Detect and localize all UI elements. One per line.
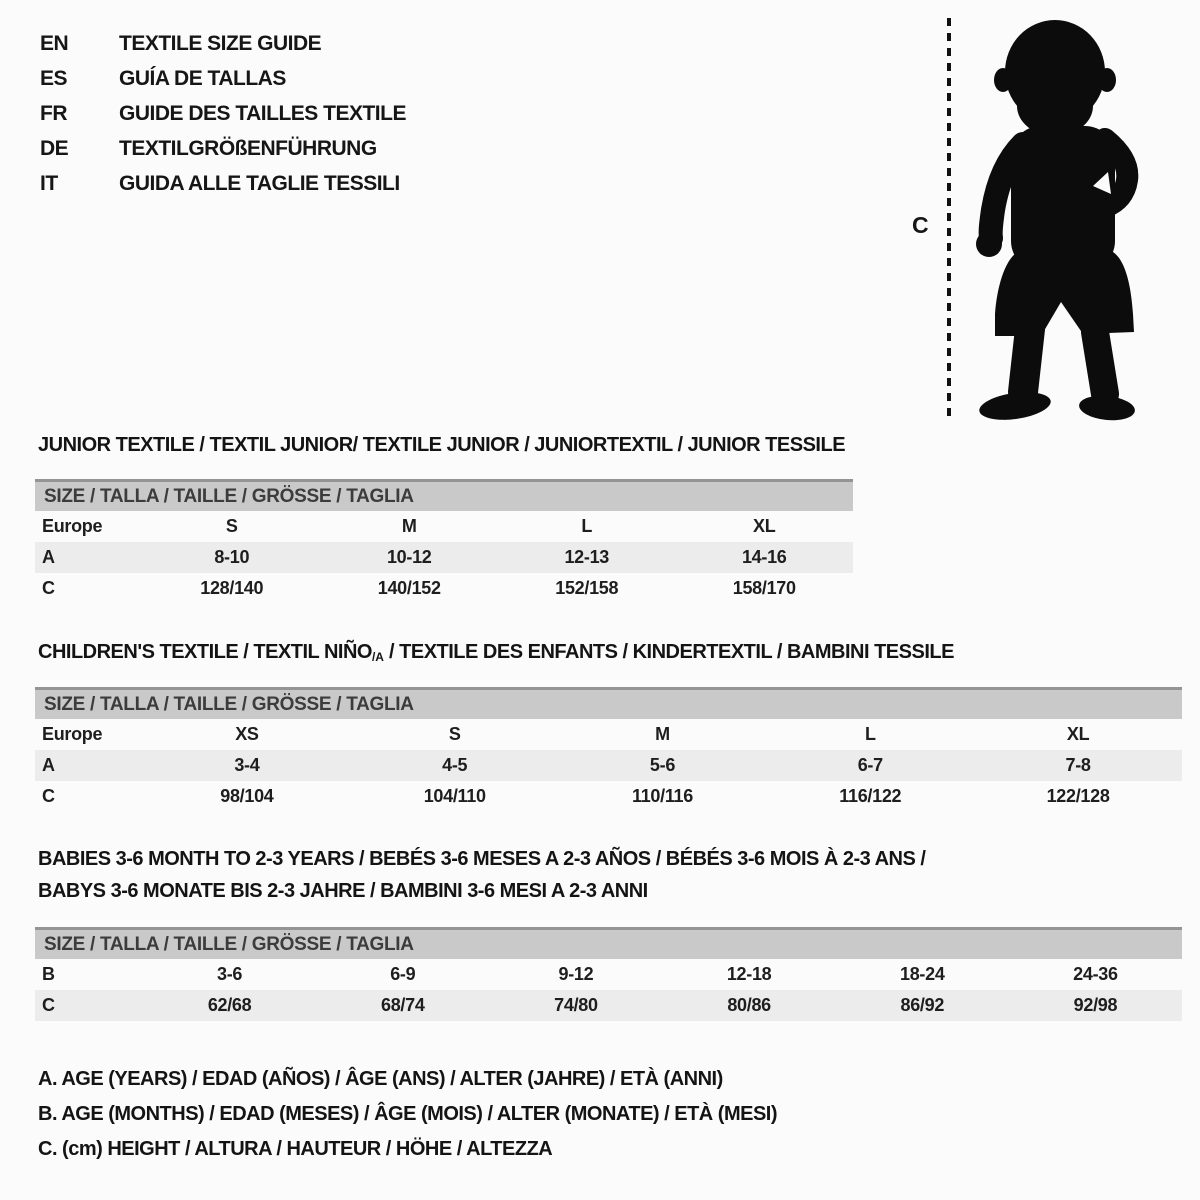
value-cell: 3-6 — [217, 964, 243, 984]
language-title: GUIDA ALLE TAGLIE TESSILI — [119, 171, 400, 195]
value-cell: 98/104 — [220, 786, 274, 806]
junior-header-row — [35, 511, 853, 542]
value-cell: 86/92 — [900, 995, 945, 1015]
size-cell: L — [864, 724, 876, 744]
value-cell: 110/116 — [632, 786, 693, 806]
language-title: TEXTILE SIZE GUIDE — [119, 31, 322, 55]
baby-silhouette-shape — [976, 20, 1136, 424]
value-cell: 62/68 — [207, 995, 252, 1015]
row-label: Europe — [42, 516, 103, 536]
language-code: DE — [40, 136, 69, 160]
language-code: EN — [40, 31, 69, 55]
row-label: C — [42, 995, 55, 1015]
value-cell: 14-16 — [741, 547, 787, 567]
value-cell: 68/74 — [380, 995, 425, 1015]
value-cell: 5-6 — [649, 755, 676, 775]
babies-heading-line1: BABIES 3-6 MONTH TO 2-3 YEARS / BEBÉS 3-6 MESES A 2-3 AÑOS / BÉBÉS 3-6 MOIS À 2-3 ANS / — [38, 848, 926, 870]
size-header-bar: SIZE / TALLA / TAILLE / GRÖSSE / TAGLIA — [35, 687, 1182, 719]
size-header-bar: SIZE / TALLA / TAILLE / GRÖSSE / TAGLIA — [35, 927, 1182, 959]
value-cell: 4-5 — [442, 755, 468, 775]
value-cell: 12-13 — [564, 547, 610, 567]
junior-section-heading: JUNIOR TEXTILE / TEXTIL JUNIOR/ TEXTILE JUNIOR / JUNIORTEXTIL / JUNIOR TESSILE — [38, 434, 846, 456]
language-title: TEXTILGRÖßENFÜHRUNG — [119, 136, 377, 160]
row-label: A — [42, 755, 55, 775]
size-cell: M — [401, 516, 417, 536]
size-cell: S — [225, 516, 238, 536]
babies-size-table — [35, 927, 1182, 1021]
language-code: IT — [40, 171, 58, 195]
value-cell: 116/122 — [839, 786, 902, 806]
size-cell: L — [581, 516, 593, 536]
value-cell: 122/128 — [1046, 786, 1110, 806]
babies-heading-line2: BABYS 3-6 MONATE BIS 2-3 JAHRE / BAMBINI 3-6 MESI A 2-3 ANNI — [38, 880, 648, 902]
size-cell: XS — [235, 724, 259, 744]
value-cell: 6-7 — [857, 755, 883, 775]
value-cell: 7-8 — [1065, 755, 1091, 775]
children-section-heading — [38, 641, 954, 664]
babies-height-row — [35, 990, 1182, 1021]
babies-section-heading — [38, 843, 925, 907]
value-cell: 152/158 — [555, 578, 619, 598]
size-cell: M — [655, 724, 670, 744]
value-cell: 74/80 — [554, 995, 598, 1015]
language-title: GUÍA DE TALLAS — [119, 66, 286, 90]
language-row — [40, 61, 406, 96]
children-header-row — [35, 719, 1182, 750]
legend — [38, 1062, 777, 1167]
value-cell: 6-9 — [390, 964, 416, 984]
language-code: ES — [40, 66, 68, 90]
value-cell: 18-24 — [900, 964, 945, 984]
value-cell: 80/86 — [727, 995, 771, 1015]
language-row — [40, 131, 406, 166]
legend-line-a: A. AGE (YEARS) / EDAD (AÑOS) / ÂGE (ANS) / ALTER (JAHRE) / ETÀ (ANNI) — [38, 1068, 723, 1090]
children-size-table — [35, 687, 1182, 812]
row-label: A — [42, 547, 55, 567]
junior-size-table — [35, 479, 853, 604]
language-row — [40, 96, 406, 131]
value-cell: 10-12 — [386, 547, 432, 567]
value-cell: 140/152 — [377, 578, 441, 598]
height-measure-label: C — [912, 212, 929, 238]
value-cell: 158/170 — [732, 578, 796, 598]
children-heading-sub: /A — [371, 650, 384, 664]
children-age-row — [35, 750, 1182, 781]
value-cell: 104/110 — [423, 786, 486, 806]
row-label: Europe — [42, 724, 103, 744]
baby-silhouette-icon — [935, 14, 1145, 426]
children-heading-rest: / TEXTILE DES ENFANTS / KINDERTEXTIL / BAMBINI TESSILE — [383, 641, 954, 663]
row-label: C — [42, 578, 55, 598]
children-heading-main: CHILDREN'S TEXTILE / TEXTIL NIÑO — [38, 641, 372, 663]
row-label: C — [42, 786, 55, 806]
size-cell: XL — [753, 516, 776, 536]
row-label: B — [42, 964, 55, 984]
children-height-row — [35, 781, 1182, 812]
language-code: FR — [40, 101, 67, 125]
value-cell: 128/140 — [200, 578, 264, 598]
junior-height-row — [35, 573, 853, 604]
value-cell: 3-4 — [234, 755, 260, 775]
language-row — [40, 166, 406, 201]
legend-line-b: B. AGE (MONTHS) / EDAD (MESES) / ÂGE (MOIS) / ALTER (MONATE) / ETÀ (MESI) — [38, 1103, 778, 1125]
size-cell: XL — [1066, 724, 1090, 744]
language-row — [40, 26, 406, 61]
value-cell: 9-12 — [558, 964, 594, 984]
value-cell: 24-36 — [1073, 964, 1118, 984]
language-title-list — [40, 26, 406, 201]
value-cell: 92/98 — [1073, 995, 1118, 1015]
babies-months-row — [35, 959, 1182, 990]
junior-age-row — [35, 542, 853, 573]
value-cell: 12-18 — [726, 964, 772, 984]
language-title: GUIDE DES TAILLES TEXTILE — [119, 101, 406, 125]
legend-line-c: C. (cm) HEIGHT / ALTURA / HAUTEUR / HÖHE / ALTEZZA — [38, 1138, 553, 1160]
size-header-bar: SIZE / TALLA / TAILLE / GRÖSSE / TAGLIA — [35, 479, 853, 511]
value-cell: 8-10 — [214, 547, 250, 567]
size-cell: S — [448, 724, 461, 744]
